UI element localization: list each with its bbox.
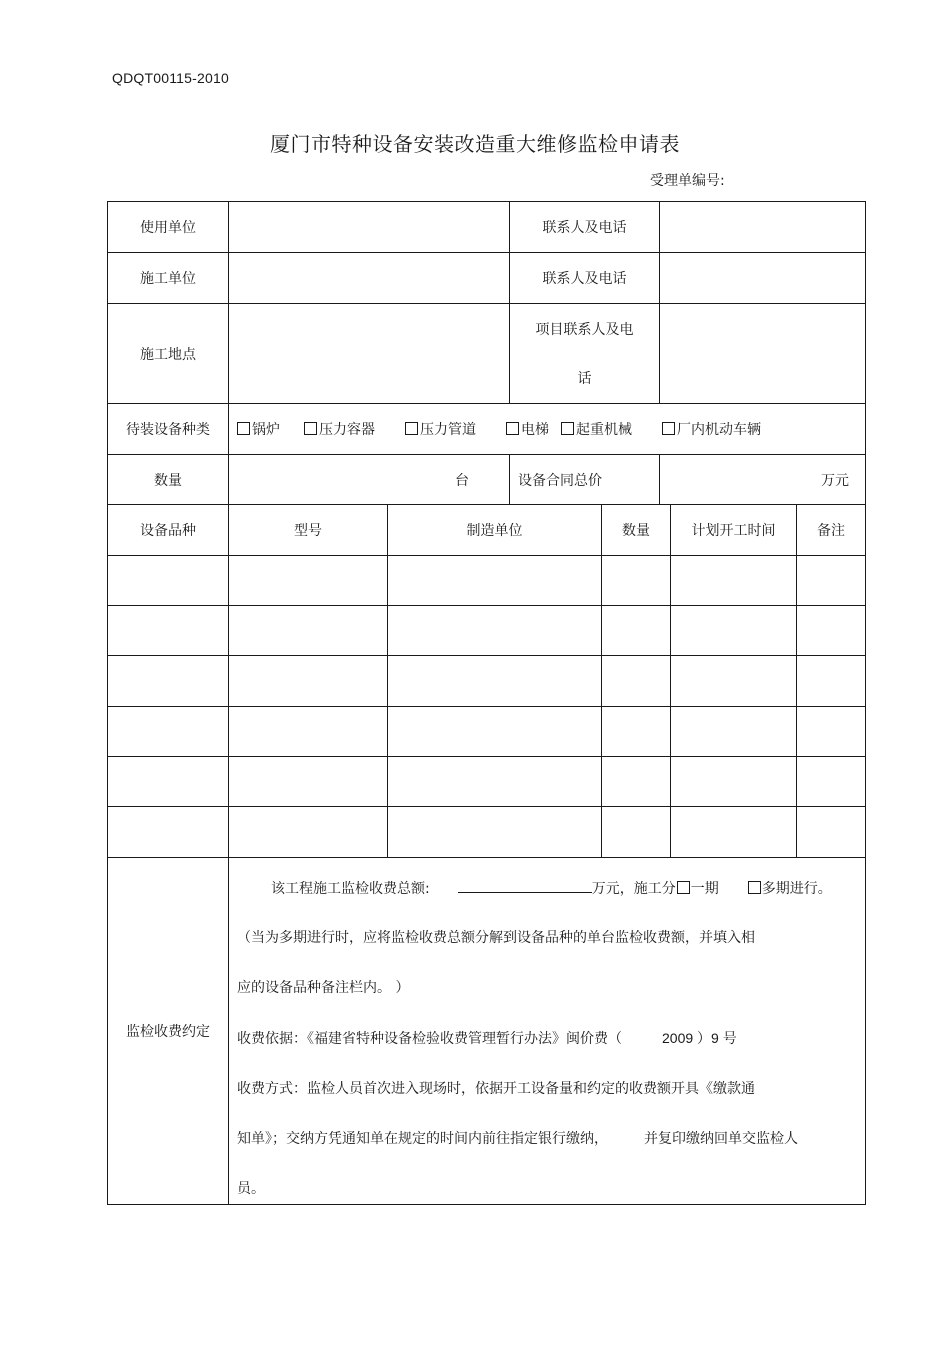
table-cell[interactable] (601, 706, 671, 757)
col-header-remarks: 备注 (796, 504, 866, 556)
table-cell[interactable] (601, 605, 671, 656)
table-cell[interactable] (387, 706, 602, 757)
quantity-field[interactable] (228, 454, 510, 505)
fee-agreement-label: 监检收费约定 (107, 857, 229, 1205)
contact-phone-field-1[interactable] (659, 201, 866, 253)
site-label: 施工地点 (107, 303, 229, 404)
fee-line-3: 应的设备品种备注栏内。 ） (237, 980, 410, 996)
table-cell[interactable] (670, 706, 797, 757)
fee-line-6: 知单》；交纳方凭通知单在规定的时间内前往指定银行缴纳， 并复印缴纳回单交监检人 (237, 1131, 798, 1147)
table-cell[interactable] (228, 555, 388, 606)
table-cell[interactable] (387, 806, 602, 858)
checkbox-icon[interactable] (237, 422, 250, 435)
fee-line-7: 员。 (237, 1181, 265, 1197)
construction-unit-field[interactable] (228, 252, 510, 304)
contract-price-field[interactable] (659, 454, 866, 505)
fee-total-blank[interactable] (458, 880, 592, 893)
fee-line-2: （当为多期进行时，应将监检收费总额分解到设备品种的单台监检收费额，并填入相 (237, 930, 755, 946)
checkbox-icon[interactable] (304, 422, 317, 435)
project-contact-field[interactable] (659, 303, 866, 404)
table-cell[interactable] (601, 555, 671, 606)
table-cell[interactable] (107, 555, 229, 606)
checkbox-icon[interactable] (506, 422, 519, 435)
table-cell[interactable] (601, 806, 671, 858)
table-cell[interactable] (670, 756, 797, 807)
checkbox-icon[interactable] (748, 881, 761, 894)
checkbox-icon[interactable] (561, 422, 574, 435)
table-cell[interactable] (228, 756, 388, 807)
table-cell[interactable] (670, 655, 797, 707)
project-contact-label (509, 303, 660, 404)
table-cell[interactable] (387, 756, 602, 807)
equipment-rows (107, 555, 866, 858)
table-cell[interactable] (601, 756, 671, 807)
document-code: QDQT00115-2010 (112, 70, 229, 86)
table-cell[interactable] (796, 605, 866, 656)
table-cell[interactable] (601, 655, 671, 707)
option-elevator[interactable]: 电梯 (506, 419, 549, 439)
contact-phone-label-2: 联系人及电话 (509, 252, 660, 304)
receipt-number-label: 受理单编号: (650, 173, 725, 189)
table-cell[interactable] (228, 655, 388, 707)
table-cell[interactable] (387, 655, 602, 707)
table-cell[interactable] (228, 706, 388, 757)
table-cell[interactable] (796, 706, 866, 757)
table-cell[interactable] (796, 555, 866, 606)
site-field[interactable] (228, 303, 510, 404)
user-unit-field[interactable] (228, 201, 510, 253)
checkbox-icon[interactable] (662, 422, 675, 435)
contact-phone-label-1: 联系人及电话 (509, 201, 660, 253)
construction-unit-label: 施工单位 (107, 252, 229, 304)
project-contact-label-line2: 话 (577, 371, 592, 388)
table-cell[interactable] (107, 605, 229, 656)
unit-wan: 万元 (821, 472, 849, 489)
contract-price-label: 设备合同总价 (509, 454, 660, 505)
checkbox-icon[interactable] (677, 881, 690, 894)
table-cell[interactable] (670, 806, 797, 858)
option-boiler[interactable]: 锅炉 (237, 419, 280, 439)
table-cell[interactable] (228, 806, 388, 858)
contact-phone-field-2[interactable] (659, 252, 866, 304)
table-cell[interactable] (670, 605, 797, 656)
table-cell[interactable] (670, 555, 797, 606)
option-factory-vehicle[interactable]: 厂内机动车辆 (662, 419, 761, 439)
fee-line-1: 该工程施工监检收费总额: 万元，施工分 一期 多期进行。 (271, 881, 832, 897)
table-cell[interactable] (387, 605, 602, 656)
col-header-quantity: 数量 (601, 504, 671, 556)
col-header-start-time: 计划开工时间 (670, 504, 797, 556)
col-header-model: 型号 (228, 504, 388, 556)
checkbox-icon[interactable] (405, 422, 418, 435)
col-header-manufacturer: 制造单位 (387, 504, 602, 556)
table-cell[interactable] (107, 756, 229, 807)
option-pressure-vessel[interactable]: 压力容器 (304, 419, 375, 439)
fee-line-4: 收费依据：《福建省特种设备检验收费管理暂行办法》闽价费（ 2009 ）9 号 (237, 1030, 737, 1047)
application-form-table (107, 201, 866, 1205)
table-cell[interactable] (387, 555, 602, 606)
table-cell[interactable] (228, 605, 388, 656)
option-lifting-machinery[interactable]: 起重机械 (561, 419, 632, 439)
table-cell[interactable] (796, 806, 866, 858)
table-cell[interactable] (107, 806, 229, 858)
project-contact-label-line1: 项目联系人及电 (535, 321, 634, 338)
equipment-type-options (228, 403, 866, 455)
equipment-type-label: 待装设备种类 (107, 403, 229, 455)
fee-agreement-content (228, 857, 866, 1205)
table-cell[interactable] (796, 655, 866, 707)
form-title: 厦门市特种设备安装改造重大维修监检申请表 (270, 132, 680, 156)
unit-tai: 台 (455, 472, 469, 489)
user-unit-label: 使用单位 (107, 201, 229, 253)
fee-line-5: 收费方式：监检人员首次进入现场时，依据开工设备量和约定的收费额开具《缴款通 (237, 1081, 755, 1097)
table-cell[interactable] (107, 706, 229, 757)
table-cell[interactable] (107, 655, 229, 707)
table-cell[interactable] (796, 756, 866, 807)
option-pressure-pipe[interactable]: 压力管道 (405, 419, 476, 439)
col-header-variety: 设备品种 (107, 504, 229, 556)
quantity-label: 数量 (107, 454, 229, 505)
